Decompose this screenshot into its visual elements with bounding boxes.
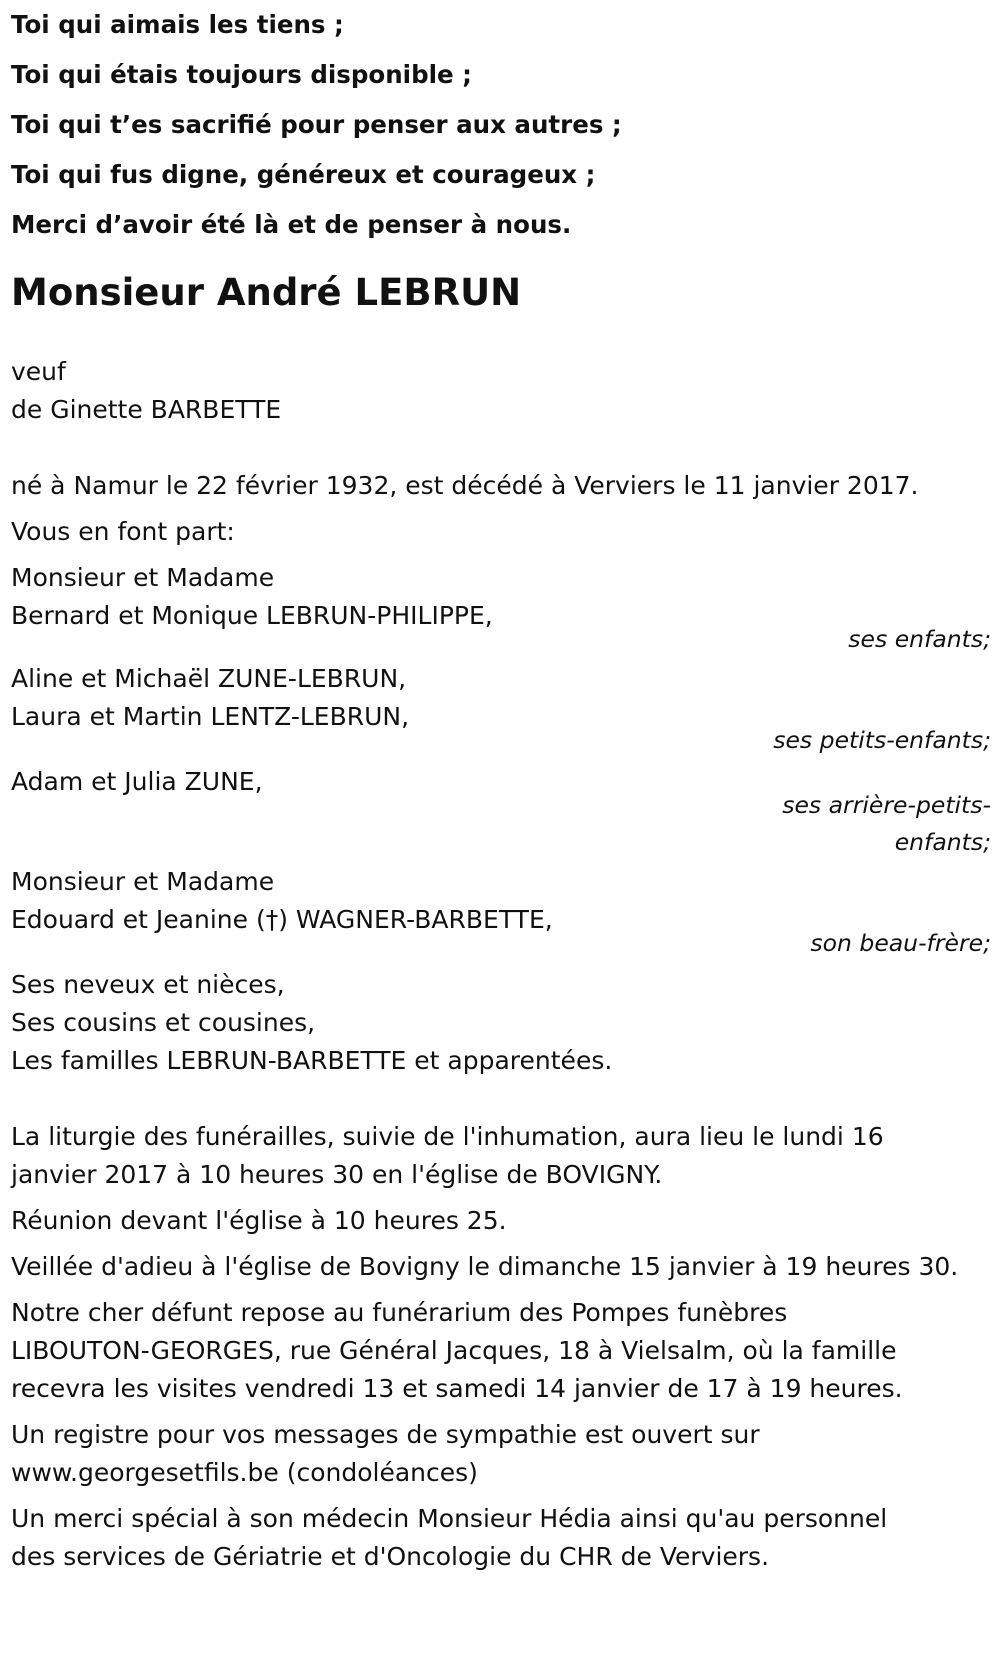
children-block (11, 558, 991, 659)
poem-line: Merci d’avoir été là et de penser à nous. (11, 210, 572, 239)
repose-line: recevra les visites vendredi 13 et samedi 14 janvier de 17 à 19 heures. (11, 1374, 903, 1403)
family-line: Bernard et Monique LEBRUN-PHILIPPE, (11, 601, 493, 630)
family-line: Ses cousins et cousines, (11, 1008, 316, 1037)
poem-line: Toi qui fus digne, généreux et courageux ; (11, 160, 596, 189)
announcement-intro: Vous en font part: (11, 517, 235, 546)
relation-label: ses arrière-petits- (782, 791, 991, 819)
brother-in-law-block (11, 862, 991, 963)
poem-line: Toi qui étais toujours disponible ; (11, 60, 472, 89)
relation-label: ses petits-enfants; (773, 726, 991, 754)
status-line: veuf (11, 357, 66, 386)
deceased-name: Monsieur André LEBRUN (11, 271, 522, 314)
poem (11, 0, 991, 250)
thanks-line: des services de Gériatrie et d'Oncologie du CHR de Verviers. (11, 1542, 770, 1571)
family-line: Ses neveux et nièces, (11, 970, 285, 999)
family-line: Monsieur et Madame (11, 563, 275, 592)
birth-death-line: né à Namur le 22 février 1932, est décédé à Verviers le 11 janvier 2017. (11, 471, 919, 500)
family-line: Monsieur et Madame (11, 867, 275, 896)
repose-line: LIBOUTON-GEORGES, rue Général Jacques, 18 à Vielsalm, où la famille (11, 1336, 897, 1365)
spouse-line: de Ginette BARBETTE (11, 395, 282, 424)
vigil-line: Veillée d'adieu à l'église de Bovigny le dimanche 15 janvier à 19 heures 30. (11, 1252, 959, 1281)
family-line: Laura et Martin LENTZ-LEBRUN, (11, 702, 410, 731)
poem-line: Toi qui aimais les tiens ; (11, 10, 344, 39)
liturgy-line: La liturgie des funérailles, suivie de l'inhumation, aura lieu le lundi 16 (11, 1122, 884, 1151)
liturgy-line: janvier 2017 à 10 heures 30 en l'église de BOVIGNY. (11, 1160, 663, 1189)
register-line: www.georgesetfils.be (condoléances) (11, 1458, 478, 1487)
grandchildren-block (11, 659, 991, 760)
obituary-page (11, 0, 991, 1577)
other-relatives-block (11, 965, 991, 1081)
repose-line: Notre cher défunt repose au funérarium des Pompes funèbres (11, 1298, 788, 1327)
relation-label: son beau-frère; (810, 929, 991, 957)
meeting-line: Réunion devant l'église à 10 heures 25. (11, 1206, 507, 1235)
family-line: Edouard et Jeanine (†) WAGNER-BARBETTE, (11, 905, 553, 934)
great-grandchildren-block (11, 762, 991, 862)
relation-label: enfants; (894, 828, 991, 856)
register-line: Un registre pour vos messages de sympathie est ouvert sur (11, 1420, 760, 1449)
family-line: Les familles LEBRUN-BARBETTE et apparentées. (11, 1046, 613, 1075)
poem-line: Toi qui t’es sacrifié pour penser aux autres ; (11, 110, 622, 139)
family-line: Adam et Julia ZUNE, (11, 767, 263, 796)
relation-label: ses enfants; (848, 625, 991, 653)
thanks-line: Un merci spécial à son médecin Monsieur Hédia ainsi qu'au personnel (11, 1504, 888, 1533)
family-line: Aline et Michaël ZUNE-LEBRUN, (11, 664, 407, 693)
